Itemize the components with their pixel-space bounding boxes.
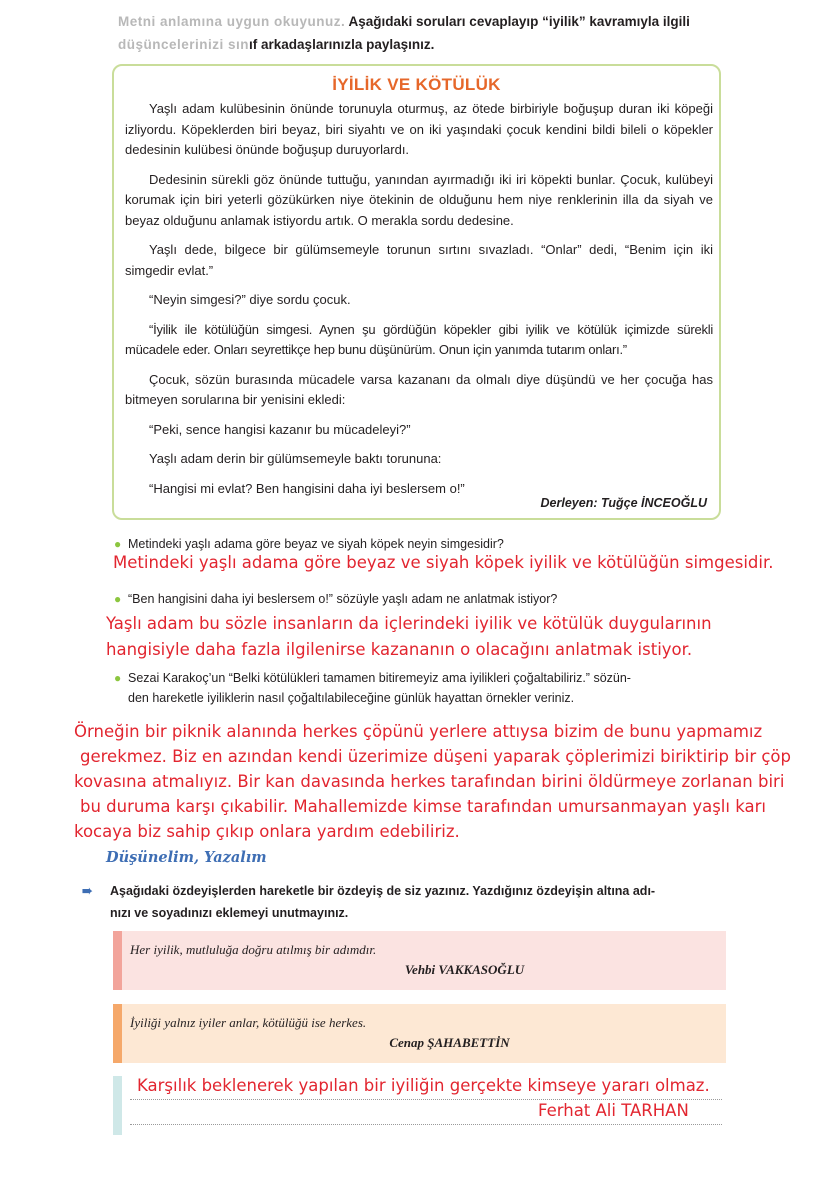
story-title: İYİLİK VE KÖTÜLÜK	[332, 75, 501, 94]
intro-line-1: Metni anlamına uygun okuyunuz. Aşağıdaki soruları cevaplayıp “iyilik” kavramıyla ilgili	[118, 14, 690, 29]
answer-1: Metindeki yaşlı adama göre beyaz ve siyah köpek iyilik ve kötülüğün simgesidir.	[113, 553, 774, 572]
intro-line-2: düşüncelerinizi sınıf arkadaşlarınızla paylaşınız.	[118, 37, 435, 52]
story-paragraph: Dedesinin sürekli göz önünde tuttuğu, yanından ayırmadığı iki iri köpekti bunlar. Çocuk, kulübeyi korumak için biri yeterli gözükürken niye ötekinin de olduğunu hem niye renklerinin illa da siyah ve beyaz olduğunu anlamak istiyordu artık. O merakla sordu dedesine.	[125, 171, 713, 228]
quote-accent-bar	[113, 1004, 122, 1063]
story-paragraph: “Hangisi mi evlat? Ben hangisini daha iyi beslersem o!”	[149, 480, 465, 496]
section-title: Düşünelim, Yazalım	[106, 849, 267, 866]
story-paragraph: “İyilik ile kötülüğün simgesi. Aynen şu gördüğün köpekler gibi iyilik ve kötülük içimizde sürekli mücadele eder. Onları seyrettikçe hep bunu düşünürüm. Onun için yanımda tutarım onları.”	[125, 321, 713, 357]
quote-box-2	[113, 1004, 726, 1063]
answer-2: Yaşlı adam bu sözle insanların da içlerindeki iyilik ve kötülük duygularının hangisiyle daha fazla ilgilenirse kazananın o olacağını anlatmak istiyor.	[106, 614, 712, 659]
bullet-icon: ●	[114, 592, 122, 606]
story-box	[112, 64, 721, 520]
task-instructions: ➠ Aşağıdaki özdeyişlerden hareketle bir özdeyiş de siz yazınız. Yazdığınız özdeyişin altına adı- nızı ve soyadınızı eklemeyi unutmayınız.	[82, 880, 732, 924]
dotted-line	[130, 1099, 722, 1100]
story-credit: Derleyen: Tuğçe İNCEOĞLU	[540, 496, 707, 510]
bullet-icon: ●	[114, 537, 122, 551]
quote-author: Cenap ŞAHABETTİN	[389, 1035, 510, 1050]
quote-box-3	[113, 1076, 726, 1135]
story-paragraph: “Peki, sence hangisi kazanır bu mücadeleyi?”	[149, 421, 411, 437]
quote-box-1	[113, 931, 726, 990]
dotted-line	[130, 1124, 722, 1125]
story-paragraph: “Neyin simgesi?” diye sordu çocuk.	[149, 292, 351, 307]
quote-text: Her iyilik, mutluluğa doğru atılmış bir adımdır.	[130, 942, 377, 957]
story-body	[125, 99, 713, 508]
story-paragraph: Çocuk, sözün burasında mücadele varsa kazananı da olmalı diye düşündü ve her çocuğa has bitmeyen sorularına bir yenisini ekledi:	[125, 371, 713, 407]
answer-3: Örneğin bir piknik alanında herkes çöpünü yerlere attıysa bizim de bunu yapmamız gerekmez. Biz en azından kendi üzerimize düşeni yaparak çöplerimizi biriktirip bir çöp kovasına atmalıyız. Bir kan davasında herkes tarafından birini öldürmeye zorlanan biri bu duruma karşı çıkabilir. Mahallemizde kimse tarafından umursanmayan yaşlı karı kocaya biz sahip çıkıp onlara yardım edebiliriz.	[74, 722, 791, 841]
question-1: ● Metindeki yaşlı adama göre beyaz ve siyah köpek neyin simgesidir?	[114, 537, 504, 551]
arrow-right-icon: ➠	[82, 884, 93, 898]
story-paragraph: Yaşlı adam kulübesinin önünde torunuyla oturmuş, az ötede birbiriyle boğuşup duran iki köpeği izliyordu. Köpeklerden biri beyaz, biri siyahtı ve on iki yaşındaki çocuk kendini bildi bileli o köpekler dedesinin kulübesi önünde boğuşup duruyorlardı.	[125, 101, 713, 157]
story-paragraph: Yaşlı adam derin bir gülümsemeyle baktı torununa:	[149, 451, 442, 466]
story-paragraph: Yaşlı dede, bilgece bir gülümsemeyle torunun sırtını sıvazladı. “Onlar” dedi, “Benim için iki simgedir evlat.”	[125, 242, 713, 278]
student-quote-text: Karşılık beklenerek yapılan bir iyiliğin gerçekte kimseye yararı olmaz.	[137, 1076, 710, 1095]
student-quote-author: Ferhat Ali TARHAN	[538, 1101, 689, 1120]
quote-author: Vehbi VAKKASOĞLU	[404, 962, 525, 977]
quote-accent-bar	[113, 931, 122, 990]
intro-instructions	[118, 10, 818, 56]
question-2: ● “Ben hangisini daha iyi beslersem o!” sözüyle yaşlı adam ne anlatmak istiyor?	[114, 592, 558, 606]
question-3: ● Sezai Karakoç’un “Belki kötülükleri tamamen bitiremeyiz ama iyilikleri çoğaltabiliriz.” sözün- den hareketle iyiliklerin nasıl çoğaltılabileceğine günlük hayattan örnekler veriniz.	[114, 671, 631, 705]
quote-accent-bar	[113, 1076, 122, 1135]
quote-text: İyiliği yalnız iyiler anlar, kötülüğü ise herkes.	[130, 1015, 367, 1030]
bullet-icon: ●	[114, 671, 122, 685]
